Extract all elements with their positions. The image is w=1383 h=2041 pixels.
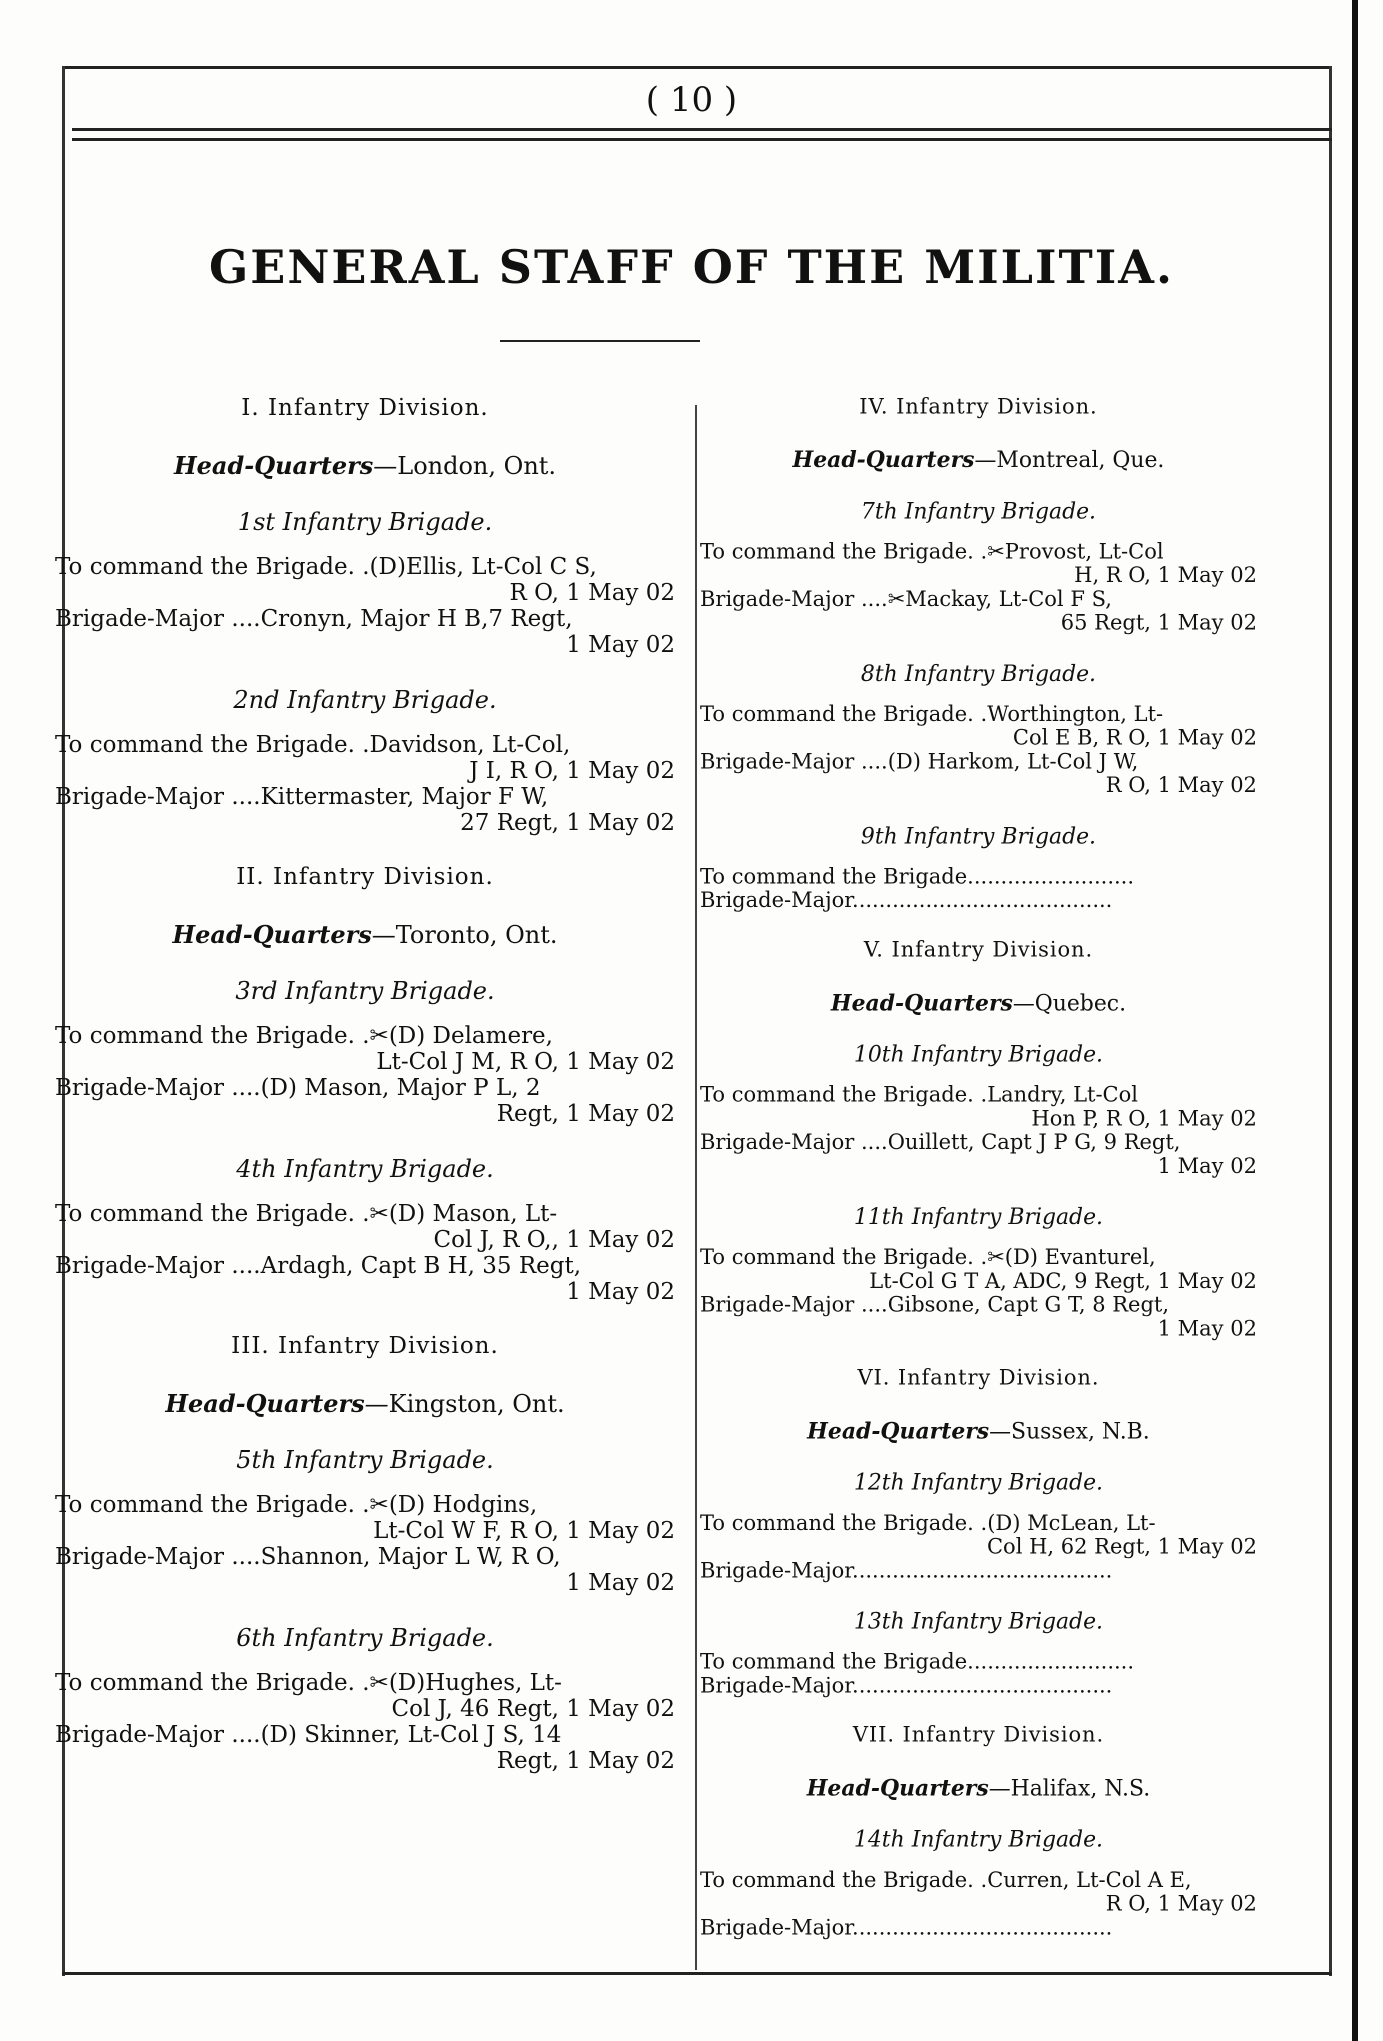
entry-line-2: Lt-Col W F, R O, 1 May 02 bbox=[373, 1518, 675, 1544]
entry-line-2: 1 May 02 bbox=[566, 1279, 675, 1305]
staff-entry bbox=[55, 1722, 675, 1774]
entry-line-1: Brigade-Major....................................... bbox=[700, 1674, 1113, 1698]
entry-line-1: Brigade-Major ....(D) Skinner, Lt-Col J S, 14 bbox=[55, 1722, 562, 1748]
staff-entry bbox=[700, 1512, 1257, 1559]
brigade-title: 8th Infantry Brigade. bbox=[860, 660, 1097, 687]
brigade-title: 13th Infantry Brigade. bbox=[853, 1608, 1104, 1634]
entry-line-1: To command the Brigade. .✂(D) Delamere, bbox=[55, 1023, 553, 1049]
staff-entry bbox=[700, 1674, 1257, 1698]
staff-entry bbox=[700, 1869, 1257, 1916]
entry-line-1: To command the Brigade. .(D)Ellis, Lt-Col C S, bbox=[55, 554, 597, 580]
entry-line-1: Brigade-Major ....Kittermaster, Major F W, bbox=[55, 784, 549, 810]
staff-entry bbox=[700, 1650, 1257, 1674]
staff-entry bbox=[55, 1253, 675, 1305]
headquarters-label: Head-Quarters bbox=[165, 1389, 365, 1418]
staff-entry bbox=[55, 1670, 675, 1722]
staff-entry bbox=[700, 1083, 1257, 1130]
staff-entry bbox=[55, 1075, 675, 1127]
staff-entry bbox=[55, 784, 675, 836]
staff-entry bbox=[700, 1131, 1257, 1178]
headquarters-place: —Toronto, Ont. bbox=[371, 921, 558, 949]
entry-line-1: Brigade-Major ....(D) Mason, Major P L, 2 bbox=[55, 1075, 541, 1101]
brigade-title: 10th Infantry Brigade. bbox=[853, 1041, 1104, 1067]
headquarters-place: —Montreal, Que. bbox=[974, 447, 1165, 473]
headquarters-place: —Sussex, N.B. bbox=[989, 1418, 1150, 1445]
frame-top-border bbox=[62, 66, 1332, 69]
entry-line-1: To command the Brigade......................... bbox=[700, 1650, 1135, 1675]
block-gap bbox=[55, 1127, 675, 1155]
block-gap bbox=[700, 913, 1257, 939]
entry-line-2: Hon P, R O, 1 May 02 bbox=[1031, 1107, 1257, 1131]
headquarters-line bbox=[700, 1775, 1257, 1801]
entry-line-1: Brigade-Major....................................... bbox=[700, 1916, 1113, 1940]
staff-entry bbox=[700, 1246, 1257, 1293]
entry-line-1: To command the Brigade. .Landry, Lt-Col bbox=[700, 1083, 1138, 1108]
block-gap bbox=[55, 1774, 675, 1802]
brigade-title: 11th Infantry Brigade. bbox=[853, 1203, 1104, 1230]
staff-entry bbox=[700, 865, 1257, 889]
entry-line-1: To command the Brigade......................... bbox=[700, 865, 1135, 889]
entry-line-1: To command the Brigade. .✂(D)Hughes, Lt- bbox=[55, 1670, 562, 1696]
staff-entry bbox=[55, 606, 675, 658]
entry-line-1: Brigade-Major ....Ouillett, Capt J P G, 9 Regt, bbox=[700, 1130, 1181, 1155]
entry-line-2: 1 May 02 bbox=[1157, 1317, 1257, 1341]
block-gap bbox=[700, 1341, 1257, 1367]
entry-line-2: Regt, 1 May 02 bbox=[496, 1101, 675, 1127]
right-column bbox=[700, 395, 1257, 1965]
headquarters-label: Head-Quarters bbox=[807, 1417, 990, 1445]
staff-entry bbox=[55, 1201, 675, 1253]
entry-line-2: 1 May 02 bbox=[1157, 1154, 1257, 1179]
entry-line-2: Col J, 46 Regt, 1 May 02 bbox=[391, 1696, 675, 1722]
entry-line-2: 27 Regt, 1 May 02 bbox=[460, 810, 675, 836]
brigade-title: 12th Infantry Brigade. bbox=[853, 1469, 1104, 1496]
entry-line-2: 65 Regt, 1 May 02 bbox=[1060, 611, 1257, 636]
block-gap bbox=[55, 658, 675, 686]
entry-line-1: Brigade-Major ....Cronyn, Major H B,7 Regt, bbox=[55, 606, 573, 632]
division-title: VII. Infantry Division. bbox=[852, 1723, 1105, 1748]
entry-line-1: Brigade-Major....................................... bbox=[700, 1559, 1113, 1583]
division-title: IV. Infantry Division. bbox=[859, 395, 1098, 419]
block-gap bbox=[700, 798, 1257, 824]
headquarters-label: Head-Quarters bbox=[792, 446, 975, 473]
frame-right-border bbox=[1329, 66, 1332, 1976]
entry-line-2: Col E B, R O, 1 May 02 bbox=[1012, 726, 1257, 751]
headquarters-label: Head-Quarters bbox=[173, 451, 374, 480]
staff-entry bbox=[700, 703, 1257, 750]
header-rule-upper bbox=[72, 128, 1332, 131]
staff-entry bbox=[700, 588, 1257, 635]
entry-line-2: R O, 1 May 02 bbox=[1105, 1892, 1257, 1917]
brigade-title: 5th Infantry Brigade. bbox=[236, 1446, 494, 1474]
staff-entry bbox=[55, 732, 675, 784]
staff-entry bbox=[55, 1544, 675, 1596]
division-title: I. Infantry Division. bbox=[241, 395, 489, 421]
frame-bottom-border bbox=[62, 1972, 1332, 1975]
entry-line-1: Brigade-Major ....✂Mackay, Lt-Col F S, bbox=[700, 587, 1112, 612]
block-gap bbox=[700, 1178, 1257, 1204]
headquarters-place: —Kingston, Ont. bbox=[364, 1390, 565, 1418]
headquarters-place: —London, Ont. bbox=[373, 452, 557, 480]
entry-line-2: Col H, 62 Regt, 1 May 02 bbox=[986, 1535, 1257, 1560]
entry-line-2: R O, 1 May 02 bbox=[509, 580, 675, 606]
division-title: II. Infantry Division. bbox=[236, 864, 494, 890]
entry-line-1: To command the Brigade. .(D) McLean, Lt- bbox=[700, 1511, 1156, 1536]
entry-line-2: Col J, R O,, 1 May 02 bbox=[433, 1227, 675, 1253]
entry-line-1: Brigade-Major ....Shannon, Major L W, R O, bbox=[55, 1544, 561, 1570]
page-number: ( 10 ) bbox=[645, 80, 738, 120]
staff-entry bbox=[55, 554, 675, 606]
entry-line-1: To command the Brigade. .✂(D) Mason, Lt- bbox=[55, 1201, 558, 1227]
entry-line-1: To command the Brigade. .Davidson, Lt-Col, bbox=[55, 732, 571, 758]
column-separator bbox=[695, 405, 697, 1970]
division-title: III. Infantry Division. bbox=[231, 1333, 499, 1359]
entry-line-2: 1 May 02 bbox=[566, 1570, 675, 1596]
headquarters-line bbox=[55, 1389, 675, 1418]
brigade-title: 14th Infantry Brigade. bbox=[853, 1826, 1104, 1853]
brigade-title: 1st Infantry Brigade. bbox=[237, 508, 493, 536]
header-rule-lower bbox=[72, 138, 1332, 141]
entry-line-2: Lt-Col G T A, ADC, 9 Regt, 1 May 02 bbox=[869, 1269, 1257, 1294]
brigade-title: 7th Infantry Brigade. bbox=[860, 498, 1097, 524]
division-title: V. Infantry Division. bbox=[863, 938, 1094, 962]
page-title: GENERAL STAFF OF THE MILITIA. bbox=[209, 240, 1174, 294]
staff-entry bbox=[700, 1916, 1257, 1940]
entry-line-1: To command the Brigade. .Curren, Lt-Col A E, bbox=[700, 1868, 1192, 1893]
brigade-title: 9th Infantry Brigade. bbox=[860, 823, 1097, 849]
staff-entry bbox=[700, 1559, 1257, 1583]
block-gap bbox=[55, 1305, 675, 1333]
staff-entry bbox=[700, 889, 1257, 913]
headquarters-line bbox=[700, 989, 1257, 1015]
staff-entry bbox=[700, 750, 1257, 797]
entry-line-2: Regt, 1 May 02 bbox=[496, 1748, 675, 1774]
brigade-title: 3rd Infantry Brigade. bbox=[235, 977, 495, 1005]
headquarters-line bbox=[55, 451, 675, 480]
entry-line-1: To command the Brigade. .✂Provost, Lt-Col bbox=[700, 540, 1164, 564]
headquarters-label: Head-Quarters bbox=[830, 989, 1013, 1016]
block-gap bbox=[700, 635, 1257, 661]
staff-entry bbox=[55, 1492, 675, 1544]
block-gap bbox=[55, 836, 675, 864]
entry-line-2: R O, 1 May 02 bbox=[1105, 773, 1257, 798]
entry-line-2: Lt-Col J M, R O, 1 May 02 bbox=[376, 1049, 675, 1075]
entry-line-1: To command the Brigade. .✂(D) Hodgins, bbox=[55, 1492, 538, 1518]
entry-line-1: Brigade-Major ....Ardagh, Capt B H, 35 Regt, bbox=[55, 1253, 582, 1279]
headquarters-line bbox=[55, 920, 675, 949]
headquarters-label: Head-Quarters bbox=[806, 1774, 989, 1802]
brigade-title: 4th Infantry Brigade. bbox=[236, 1155, 494, 1183]
headquarters-place: —Halifax, N.S. bbox=[988, 1775, 1151, 1802]
headquarters-label: Head-Quarters bbox=[172, 920, 372, 949]
staff-entry bbox=[700, 1293, 1257, 1340]
entry-line-2: H, R O, 1 May 02 bbox=[1074, 563, 1257, 588]
block-gap bbox=[55, 1596, 675, 1624]
brigade-title: 2nd Infantry Brigade. bbox=[233, 686, 497, 714]
block-gap bbox=[700, 1583, 1257, 1609]
page-edge-shadow bbox=[1352, 0, 1358, 2041]
brigade-title: 6th Infantry Brigade. bbox=[236, 1624, 494, 1652]
entry-line-1: To command the Brigade. .✂(D) Evanturel, bbox=[700, 1245, 1156, 1270]
left-column bbox=[55, 395, 675, 1802]
block-gap bbox=[700, 1940, 1257, 1966]
entry-line-1: Brigade-Major ....(D) Harkom, Lt-Col J W, bbox=[700, 750, 1139, 774]
entry-line-2: J I, R O, 1 May 02 bbox=[469, 758, 675, 784]
staff-entry bbox=[700, 540, 1257, 587]
entry-line-1: Brigade-Major ....Gibsone, Capt G T, 8 Regt, bbox=[700, 1293, 1170, 1318]
title-underline bbox=[500, 340, 700, 342]
headquarters-place: —Quebec. bbox=[1012, 990, 1127, 1016]
entry-line-1: Brigade-Major....................................... bbox=[700, 888, 1113, 913]
entry-line-2: 1 May 02 bbox=[566, 632, 675, 658]
headquarters-line bbox=[700, 1418, 1257, 1444]
block-gap bbox=[700, 1698, 1257, 1724]
division-title: VI. Infantry Division. bbox=[857, 1366, 1100, 1391]
headquarters-line bbox=[700, 446, 1257, 472]
staff-entry bbox=[55, 1023, 675, 1075]
entry-line-1: To command the Brigade. .Worthington, Lt- bbox=[700, 702, 1164, 727]
